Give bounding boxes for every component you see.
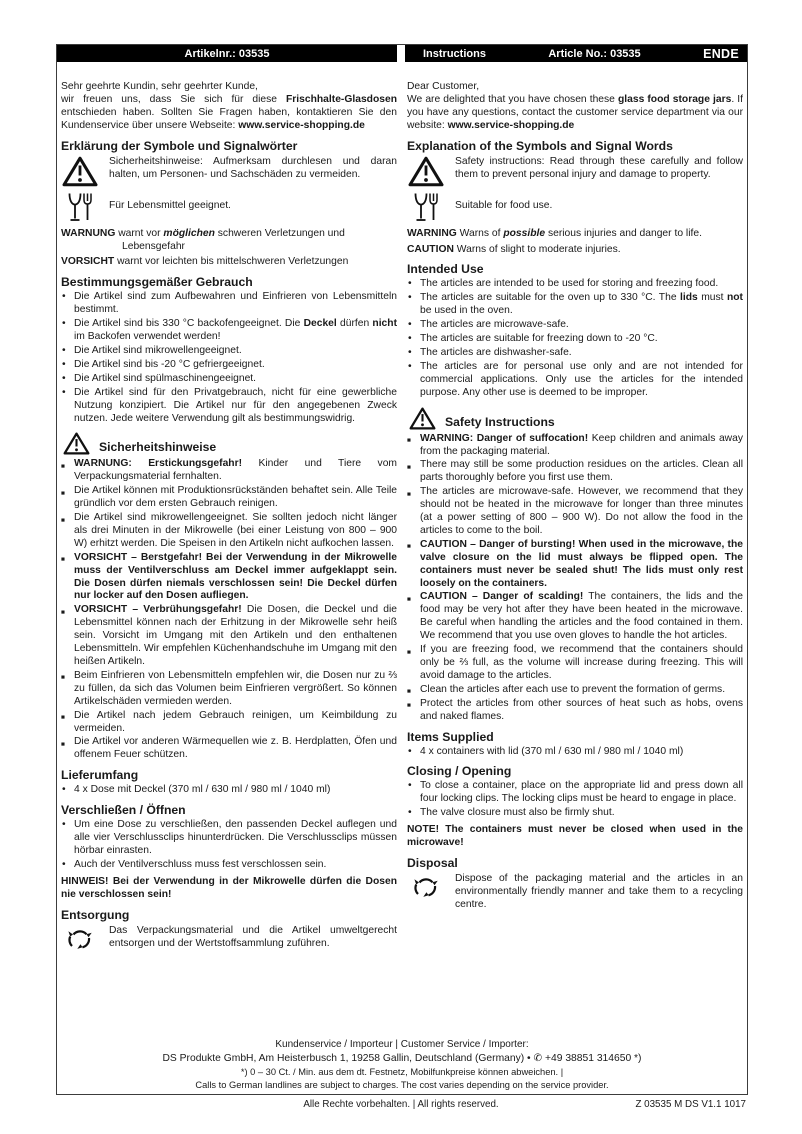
list-item: ■ Die Artikel können mit Produktionsrückständen behaftet sein. Alle Teile gründlich vor dem ersten Gebrauch reinigen. bbox=[61, 485, 397, 511]
columns bbox=[61, 81, 743, 1032]
food-symbol-row-en bbox=[407, 192, 743, 222]
disposal-text-en: Dispose of the packaging material and the articles in an environmentally friendly manner and take them to a recycling centre. bbox=[455, 872, 743, 910]
list-item: • The articles are suitable for freezing down to -20 °C. bbox=[407, 333, 743, 346]
page-frame bbox=[56, 44, 748, 1095]
safety-instructions-list-de bbox=[61, 458, 397, 762]
list-item: • The articles are dishwasher-safe. bbox=[407, 347, 743, 360]
list-item: • Die Artikel sind zum Aufbewahren und Einfrieren von Lebensmitteln bestimmt. bbox=[61, 291, 397, 317]
list-item: • The articles are intended to be used for storing and freezing food. bbox=[407, 278, 743, 291]
safety-symbol-text-de: Sicherheitshinweise: Aufmerksam durchlesen und daran halten, um Personen- und Sachschäden zu vermeiden. bbox=[109, 155, 397, 180]
language-code-label: ENDE bbox=[703, 46, 739, 61]
disposal-heading-en: Disposal bbox=[407, 855, 458, 870]
safety-instructions-list-en bbox=[407, 433, 743, 724]
closing-opening-list-de bbox=[61, 819, 397, 872]
rights-row bbox=[56, 1099, 746, 1110]
warning-triangle-icon bbox=[63, 432, 90, 455]
symbols-heading-en: Explanation of the Symbols and Signal Words bbox=[407, 138, 673, 153]
disposal-heading-de: Entsorgung bbox=[61, 907, 130, 922]
list-item: ■ If you are freezing food, we recommend that the containers should only be ⅔ full, as the volume will increase during freezing. This will avoid damage to the articles. bbox=[407, 644, 743, 683]
list-item: • 4 x containers with lid (370 ml / 630 ml / 980 ml / 1040 ml) bbox=[407, 746, 743, 759]
list-item: ■ Die Artikel sind mikrowellengeeignet. Sie sollten jedoch nicht länger als drei Minuten in der Mikrowelle (bei einer Leistung von 800 – 900 W) erhitzt werden. Die Speisen in den Artikeln nicht aufkochen lassen. bbox=[61, 512, 397, 551]
phone-cost-note-de: *) 0 – 30 Ct. / Min. aus dem dt. Festnetz, Mobilfunkpreise können abweichen. | bbox=[240, 1067, 564, 1077]
closing-opening-heading-de: Verschließen / Öffnen bbox=[61, 803, 186, 818]
list-item: ■ Protect the articles from other sources of heat such as hobs, ovens and naked flames. bbox=[407, 698, 743, 724]
list-item: • Die Artikel sind spülmaschinengeeignet. bbox=[61, 373, 397, 386]
list-item: • The articles are suitable for the oven up to 330 °C. The lids must not be used in the oven. bbox=[407, 292, 743, 318]
list-item: • Die Artikel sind mikrowellengeeignet. bbox=[61, 345, 397, 358]
list-item: ■ VORSICHT – Berstgefahr! Bei der Verwendung in der Mikrowelle muss der Ventilverschluss am Deckel immer aufgeklappt sein. Die Dosen dürfen niemals verschlossen sein! Die Deckel dürfen nur locker auf den Dosen aufliegen. bbox=[61, 552, 397, 604]
food-symbol-row-de bbox=[61, 192, 397, 222]
warning-triangle-icon bbox=[409, 407, 436, 430]
list-item: ■ Die Artikel nach jedem Gebrauch reinigen, um Keimbildung zu vermeiden. bbox=[61, 710, 397, 736]
items-supplied-list-en bbox=[407, 746, 743, 759]
importer-address-line: DS Produkte GmbH, Am Heisterbusch 1, 19258 Gallin, Deutschland (Germany) • ✆ +49 38851 314650 *) bbox=[162, 1052, 642, 1064]
list-item: • Die Artikel sind bis -20 °C gefriergeeignet. bbox=[61, 359, 397, 372]
list-item: ■ Die Artikel vor anderen Wärmequellen wie z. B. Herdplatten, Öfen und offenem Feuer schützen. bbox=[61, 736, 397, 762]
list-item: ■ VORSICHT – Verbrühungsgefahr! Die Dosen, die Deckel und die Lebensmittel können nach der Erhitzung in der Mikrowelle sehr heiß sein. Vorsicht im Umgang mit den Artikeln und den enthaltenen Lebensmitteln. Wir empfehlen Küchenhandschuhe im Umgang mit den heißen Artikeln. bbox=[61, 604, 397, 669]
list-item: • To close a container, place on the appropriate lid and press down all four locking clips. The locking clips must be heard to engage in place. bbox=[407, 780, 743, 806]
signal-word-warning-en: WARNING Warns of possible serious injuries and danger to life. bbox=[407, 227, 702, 239]
list-item: ■ CAUTION – Danger of bursting! When used in the microwave, the valve closure on the lid must always be flipped open. The containers must never be sealed shut! The lids must only rest loosely on the containers. bbox=[407, 539, 743, 591]
safety-instructions-heading-en: Safety Instructions bbox=[445, 414, 555, 429]
instructions-bar bbox=[405, 45, 747, 62]
article-number-bar bbox=[57, 45, 397, 62]
warning-triangle-icon bbox=[61, 156, 99, 187]
disposal-text-de: Das Verpackungsmaterial und die Artikel umweltgerecht entsorgen und der Wertstoffsammlung zuführen. bbox=[109, 924, 397, 949]
intended-use-list-en bbox=[407, 278, 743, 399]
recycling-icon bbox=[407, 873, 445, 912]
signal-word-caution-en: CAUTION Warns of slight to moderate injuries. bbox=[407, 243, 621, 255]
english-column bbox=[407, 81, 743, 1032]
microwave-note-en: NOTE! The containers must never be closed when used in the microwave! bbox=[407, 824, 743, 849]
intended-use-list-de bbox=[61, 291, 397, 425]
safety-symbol-text-en: Safety instructions: Read through these carefully and follow them to prevent personal injury and damage to property. bbox=[455, 155, 743, 180]
list-item: ■ WARNING: Danger of suffocation! Keep children and animals away from the packaging material. bbox=[407, 433, 743, 459]
disposal-row-en bbox=[407, 873, 743, 912]
list-item: ■ There may still be some production residues on the articles. Clean all parts thoroughly before you first use them. bbox=[407, 459, 743, 485]
list-item: ■ CAUTION – Danger of scalding! The containers, the lids and the food may be very hot after they have been heated in the microwave. Be careful when handling the articles and the food contained in them. We recommend that you use oven gloves to handle the hot articles. bbox=[407, 591, 743, 643]
list-item: • Auch der Ventilverschluss muss fest verschlossen sein. bbox=[61, 859, 397, 872]
warning-triangle-icon bbox=[407, 156, 445, 187]
food-safe-icon bbox=[407, 192, 445, 222]
items-supplied-list-de bbox=[61, 784, 397, 797]
article-number-label: Artikelnr.: 03535 bbox=[184, 47, 270, 60]
list-item: • Um eine Dose zu verschließen, den passenden Deckel auflegen und alle vier Verschlussclips hinunterdrücken. Die Verschlussclips müssen hörbar einrasten. bbox=[61, 819, 397, 858]
rights-reserved-label: Alle Rechte vorbehalten. | All rights reserved. bbox=[303, 1099, 499, 1110]
items-supplied-heading-de: Lieferumfang bbox=[61, 768, 139, 783]
instructions-label: Instructions bbox=[423, 47, 486, 60]
customer-service-line: Kundenservice / Importeur | Customer Service / Importer: bbox=[275, 1038, 529, 1050]
german-column bbox=[61, 81, 397, 1032]
phone-cost-note-en: Calls to German landlines are subject to charges. The cost varies depending on the service provider. bbox=[195, 1079, 609, 1090]
microwave-note-de: HINWEIS! Bei der Verwendung in der Mikrowelle dürfen die Dosen nie verschlossen sein! bbox=[61, 875, 397, 900]
food-symbol-text-en: Suitable for food use. bbox=[455, 200, 553, 212]
header-bars bbox=[57, 45, 747, 62]
safety-instructions-heading-de: Sicherheitshinweise bbox=[99, 440, 217, 455]
safety-instructions-heading-row-de bbox=[61, 432, 397, 455]
safety-symbol-row-en bbox=[407, 156, 743, 187]
signal-word-warning-de: WARNUNG warnt vor möglichen schweren Verletzungen und Lebensgefahr bbox=[61, 227, 345, 252]
list-item: • The valve closure must also be firmly shut. bbox=[407, 807, 743, 820]
document-code: Z 03535 M DS V1.1 1017 bbox=[635, 1099, 746, 1110]
safety-symbol-row-de bbox=[61, 156, 397, 187]
food-safe-icon bbox=[61, 192, 99, 222]
symbols-heading-de: Erklärung der Symbole und Signalwörter bbox=[61, 138, 298, 153]
footer bbox=[57, 1038, 747, 1092]
food-symbol-text-de: Für Lebensmittel geeignet. bbox=[109, 200, 231, 212]
intro-paragraph-en: Dear Customer, We are delighted that you have chosen these glass food storage jars. If you have any questions, contact the customer service department via our website: www.service-shopping.de bbox=[407, 81, 743, 131]
list-item: ■ Clean the articles after each use to prevent the formation of germs. bbox=[407, 684, 743, 697]
list-item: ■ Beim Einfrieren von Lebensmitteln empfehlen wir, die Dosen nur zu ⅔ zu füllen, da sich das Volumen beim Einfrieren vergrößert. So können Artikelschäden vermieden werden. bbox=[61, 670, 397, 709]
closing-opening-list-en bbox=[407, 780, 743, 820]
recycling-icon bbox=[61, 925, 99, 952]
list-item: • The articles are for personal use only and are not intended for commercial applications. Only use the articles for the intended purpose. Any other use is deemed to be improper. bbox=[407, 361, 743, 400]
items-supplied-heading-en: Items Supplied bbox=[407, 729, 494, 744]
closing-opening-heading-en: Closing / Opening bbox=[407, 764, 512, 779]
list-item: ■ WARNUNG: Erstickungsgefahr! Kinder und Tiere vom Verpackungsmaterial fernhalten. bbox=[61, 458, 397, 484]
list-item: • 4 x Dose mit Deckel (370 ml / 630 ml / 980 ml / 1040 ml) bbox=[61, 784, 397, 797]
intro-paragraph-de: Sehr geehrte Kundin, sehr geehrter Kunde, wir freuen uns, dass Sie sich für diese Frischhalte-Glasdosen entschieden haben. Sollten Sie Fragen haben, kontaktieren Sie den Kundenservice über unsere Webseite: www.service-shopping.de bbox=[61, 81, 397, 131]
list-item: • The articles are microwave-safe. bbox=[407, 319, 743, 332]
intended-use-heading-en: Intended Use bbox=[407, 262, 484, 277]
disposal-row-de bbox=[61, 925, 397, 952]
list-item: • Die Artikel sind für den Privatgebrauch, nicht für eine gewerbliche Nutzung konzipiert. Die Artikel nur für den angegebenen Zweck nutzen. Jede weitere Verwendung gilt als bestimmungswidrig. bbox=[61, 387, 397, 426]
safety-instructions-heading-row-en bbox=[407, 407, 743, 430]
article-no-label: Article No.: 03535 bbox=[548, 47, 641, 60]
list-item: ■ The articles are microwave-safe. However, we recommend that they should not be heated in the microwave for longer than three minutes (at a power setting of 800 – 900 W). Do not allow the food in the articles to come to the boil. bbox=[407, 486, 743, 538]
list-item: • Die Artikel sind bis 330 °C backofengeeignet. Die Deckel dürfen nicht im Backofen verwendet werden! bbox=[61, 318, 397, 344]
intended-use-heading-de: Bestimmungsgemäßer Gebrauch bbox=[61, 275, 253, 290]
signal-word-caution-de: VORSICHT warnt vor leichten bis mittelschweren Verletzungen bbox=[61, 256, 349, 268]
